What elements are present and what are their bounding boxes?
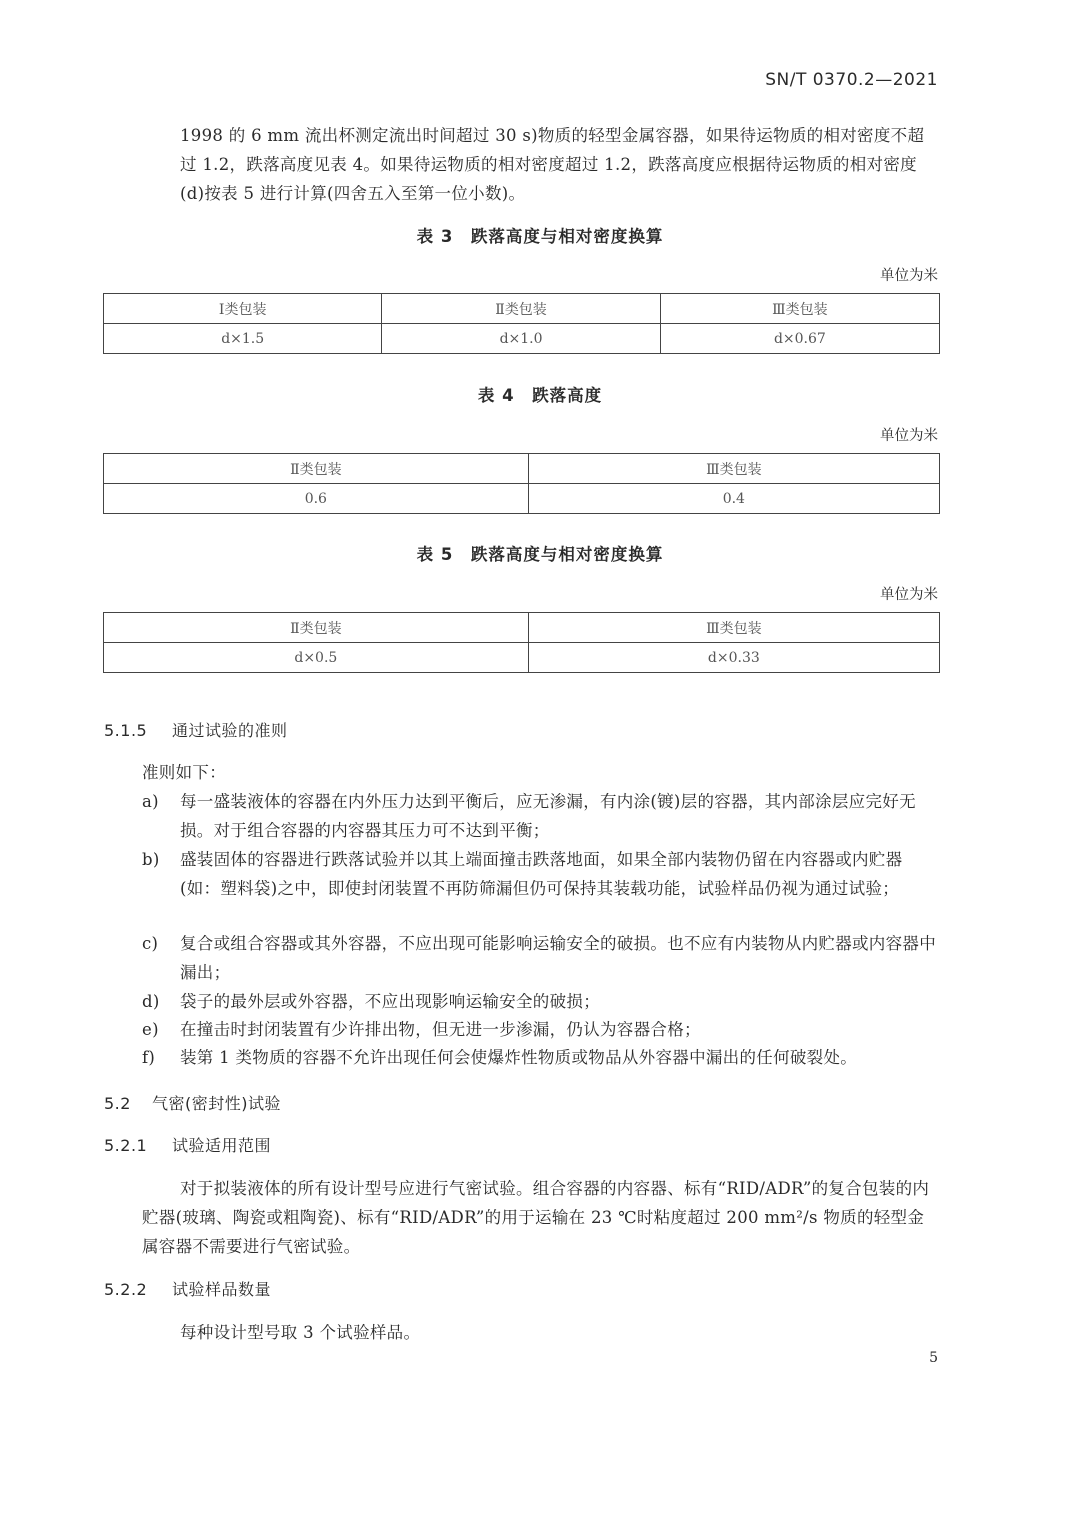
table-header-cell: Ⅱ类包装 bbox=[104, 454, 529, 484]
sample-count-paragraph: 每种设计型号取 3 个试验样品。 bbox=[180, 1323, 421, 1342]
section-number: 5.1.5 bbox=[104, 721, 148, 740]
list-item bbox=[142, 929, 940, 987]
scope-paragraph: 对于拟装液体的所有设计型号应进行气密试验。组合容器的内容器、标有“RID/ADR”的复合包装的内贮器(玻璃、陶瓷或粗陶瓷)、标有“RID/ADR”的用于运输在 23 ℃时粘度超过 200 mm²/s 物质的轻型金属容器不需要进行气密试验。 bbox=[142, 1179, 930, 1256]
table-header-cell: Ⅲ类包装 bbox=[528, 613, 939, 643]
table-cell: d×1.5 bbox=[104, 324, 382, 354]
table-header-cell: Ⅲ类包装 bbox=[660, 294, 939, 324]
section-title: 气密(密封性)试验 bbox=[152, 1094, 281, 1113]
table-cell: d×1.0 bbox=[382, 324, 660, 354]
list-item-text: 每一盛装液体的容器在内外压力达到平衡后，应无渗漏，有内涂(镀)层的容器，其内部涂层应完好无损。对于组合容器的内容器其压力可不达到平衡； bbox=[180, 792, 916, 840]
table-cell: 0.4 bbox=[528, 484, 939, 514]
list-item bbox=[142, 787, 940, 845]
list-item bbox=[142, 1043, 940, 1072]
table-header-cell: Ⅲ类包装 bbox=[528, 454, 939, 484]
table4-unit: 单位为米 bbox=[880, 428, 938, 444]
list-item-text: 盛装固体的容器进行跌落试验并以其上端面撞击跌落地面，如果全部内装物仍留在内容器或内贮器(如：塑料袋)之中，即使封闭装置不再防筛漏但仍可保持其装载功能，试验样品仍视为通过试验； bbox=[180, 850, 903, 898]
section-title: 通过试验的准则 bbox=[172, 721, 288, 740]
table-header-cell: Ⅰ类包装 bbox=[104, 294, 382, 324]
intro-paragraph: 1998 的 6 mm 流出杯测定流出时间超过 30 s)物质的轻型金属容器，如果待运物质的相对密度不超过 1.2，跌落高度见表 4。如果待运物质的相对密度超过 1.2，跌落高度应根据待运物质的相对密度(d)按表 5 进行计算(四舍五入至第一位小数)。 bbox=[180, 126, 925, 203]
section-number: 5.2.1 bbox=[104, 1136, 148, 1155]
list-marker: e) bbox=[142, 1020, 159, 1039]
table-cell: d×0.5 bbox=[104, 643, 529, 673]
list-item-text: 袋子的最外层或外容器，不应出现影响运输安全的破损； bbox=[180, 992, 600, 1011]
list-item-text: 在撞击时封闭装置有少许排出物，但无进一步渗漏，仍认为容器合格； bbox=[180, 1020, 701, 1039]
section-heading-5-2 bbox=[104, 1091, 281, 1114]
list-item bbox=[142, 1015, 940, 1044]
table5-unit: 单位为米 bbox=[880, 587, 938, 603]
list-item bbox=[142, 845, 940, 903]
table-header-cell: Ⅱ类包装 bbox=[382, 294, 660, 324]
section-number: 5.2.2 bbox=[104, 1280, 148, 1299]
list-item-text: 装第 1 类物质的容器不允许出现任何会使爆炸性物质或物品从外容器中漏出的任何破裂处。 bbox=[180, 1048, 858, 1067]
table-cell: d×0.33 bbox=[528, 643, 939, 673]
table-header-row bbox=[104, 613, 940, 643]
table-row bbox=[104, 643, 940, 673]
table3-unit: 单位为米 bbox=[880, 268, 938, 284]
table-header-cell: Ⅱ类包装 bbox=[104, 613, 529, 643]
list-marker: b) bbox=[142, 850, 160, 869]
table5 bbox=[103, 612, 940, 673]
section-title: 试验样品数量 bbox=[172, 1280, 272, 1299]
section-number: 5.2 bbox=[104, 1094, 131, 1113]
table3 bbox=[103, 293, 940, 354]
table-header-row bbox=[104, 454, 940, 484]
section-heading-5-2-1 bbox=[104, 1133, 271, 1156]
table-row bbox=[104, 484, 940, 514]
table5-caption: 表 5 跌落高度与相对密度换算 bbox=[416, 545, 664, 564]
table-cell: 0.6 bbox=[104, 484, 529, 514]
table4-caption: 表 4 跌落高度 bbox=[477, 386, 603, 405]
document-code: SN/T 0370.2—2021 bbox=[765, 70, 938, 90]
table-cell: d×0.67 bbox=[660, 324, 939, 354]
table-header-row bbox=[104, 294, 940, 324]
list-marker: c) bbox=[142, 934, 159, 953]
list-marker: f) bbox=[142, 1048, 156, 1067]
criteria-lead: 准则如下： bbox=[142, 763, 226, 782]
list-item bbox=[142, 987, 940, 1016]
section-heading-5-1-5 bbox=[104, 718, 288, 741]
section-title: 试验适用范围 bbox=[172, 1136, 272, 1155]
table4 bbox=[103, 453, 940, 514]
list-item-text: 复合或组合容器或其外容器，不应出现可能影响运输安全的破损。也不应有内装物从内贮器或内容器中漏出； bbox=[180, 934, 936, 982]
list-marker: a) bbox=[142, 792, 159, 811]
table3-caption: 表 3 跌落高度与相对密度换算 bbox=[416, 227, 664, 246]
section-heading-5-2-2 bbox=[104, 1277, 271, 1300]
list-marker: d) bbox=[142, 992, 160, 1011]
page-number: 5 bbox=[929, 1350, 938, 1366]
table-row bbox=[104, 324, 940, 354]
